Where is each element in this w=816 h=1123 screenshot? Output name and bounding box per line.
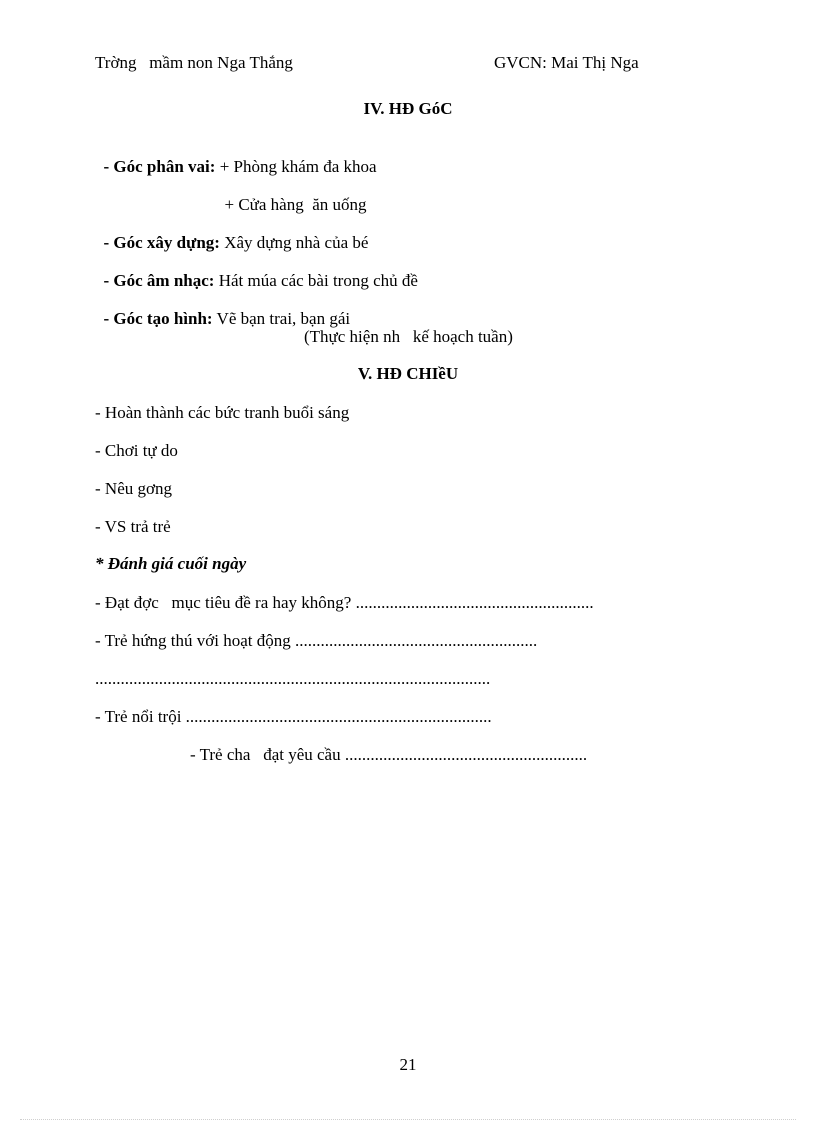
list-item: - VS trả trẻ xyxy=(95,517,171,536)
evaluation-line: - Trẻ hứng thú với hoạt động ......................................................... xyxy=(95,631,538,650)
list-item: - Nêu gơng xyxy=(95,479,172,498)
plan-note: (Thực hiện nh kế hoạch tuần) xyxy=(304,327,513,346)
item-text: + Phòng khám đa khoa xyxy=(215,157,377,176)
item-text: Vẽ bạn trai, bạn gái xyxy=(212,309,351,328)
list-item: - Chơi tự do xyxy=(95,441,178,460)
item-label: - Góc âm nhạc: xyxy=(103,271,215,290)
item-label: - Góc tạo hình: xyxy=(103,309,213,328)
item-text: + Cửa hàng ăn uống xyxy=(224,195,367,214)
list-item xyxy=(216,175,367,215)
section-5-title: V. HĐ CHIềU xyxy=(357,364,459,383)
evaluation-line: - Trẻ nổi trội ........................................................................ xyxy=(95,707,492,726)
item-label: - Góc xây dựng: xyxy=(103,233,220,252)
evaluation-line: - Đạt đợc mục tiêu đề ra hay không? ........................................................ xyxy=(95,593,594,612)
list-item xyxy=(95,213,368,253)
school-name: Trờng mầm non Nga Thắng xyxy=(95,53,293,72)
list-item: - Hoàn thành các bức tranh buổi sáng xyxy=(95,403,350,422)
list-item xyxy=(95,251,418,291)
item-text: Xây dựng nhà của bé xyxy=(219,233,369,252)
list-item xyxy=(95,137,377,177)
page-bottom-rule xyxy=(20,1119,796,1120)
evaluation-title: * Đánh giá cuối ngày xyxy=(95,554,247,573)
section-4-title: IV. HĐ GóC xyxy=(363,99,453,118)
teacher-name: GVCN: Mai Thị Nga xyxy=(494,53,639,72)
evaluation-line: ............................................................................................. xyxy=(95,669,491,688)
item-text: Hát múa các bài trong chủ đề xyxy=(214,271,418,290)
list-item xyxy=(95,289,350,329)
evaluation-line: - Trẻ cha đạt yêu cầu ......................................................... xyxy=(190,745,588,764)
page-number: 21 xyxy=(399,1055,417,1074)
item-label: - Góc phân vai: xyxy=(103,157,216,176)
